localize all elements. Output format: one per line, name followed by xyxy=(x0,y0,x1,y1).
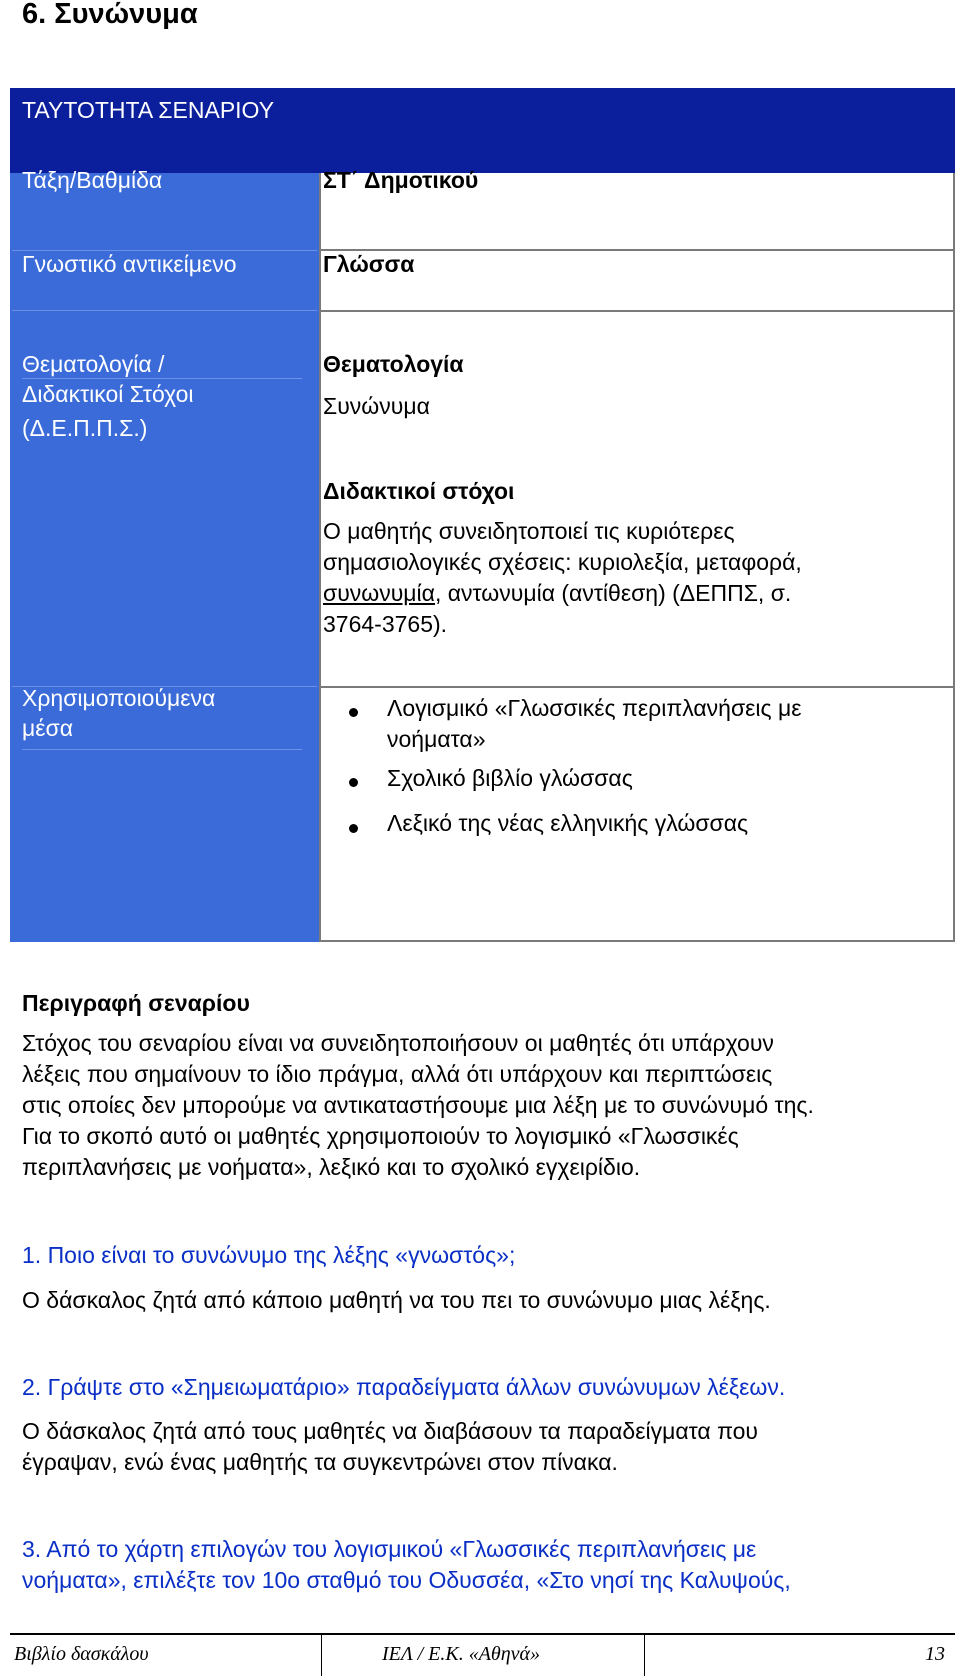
label-underline xyxy=(22,378,302,379)
activity-title: 2. Γράψτε στο «Σημειωματάριο» παραδείγματα άλλων συνώνυμων λέξεων. xyxy=(22,1374,786,1400)
activity-text: έγραψαν, ενώ ένας μαθητής τα συγκεντρώνει στον πίνακα. xyxy=(22,1449,618,1475)
topics-label-line: (Δ.Ε.Π.Π.Σ.) xyxy=(22,415,148,441)
section-heading: 6. Συνώνυμα xyxy=(22,0,198,30)
footer-divider xyxy=(644,1635,645,1676)
subject-value-cell xyxy=(319,251,955,312)
page-footer xyxy=(10,1633,955,1676)
objectives-line-rest: αντωνυμία (αντίθεση) (ΔΕΠΠΣ, σ. xyxy=(447,580,792,606)
description-line: Για το σκοπό αυτό οι μαθητές χρησιμοποιούν το λογισμικό «Γλωσσικές xyxy=(22,1123,739,1149)
description-line: περιπλανήσεις με νοήματα», λεξικό και το σχολικό εγχειρίδιο. xyxy=(22,1154,641,1180)
topics-objectives-cell xyxy=(319,312,955,688)
subject-label: Γνωστικό αντικείμενο xyxy=(22,251,237,277)
media-item-line: Σχολικό βιβλίο γλώσσας xyxy=(387,765,633,791)
activity-title: 1. Ποιο είναι το συνώνυμο της λέξης «γνωστός»; xyxy=(22,1242,516,1268)
objectives-line: 3764-3765). xyxy=(323,611,448,637)
objectives-line: Ο μαθητής συνειδητοποιεί τις κυριότερες xyxy=(323,518,735,544)
activity-text: Ο δάσκαλος ζητά από κάποιο μαθητή να του πει το συνώνυμο μιας λέξης. xyxy=(22,1287,771,1313)
objectives-line xyxy=(323,578,791,609)
label-column xyxy=(10,173,319,942)
class-label: Τάξη/Βαθμίδα xyxy=(22,167,163,193)
media-item-line: Λεξικό της νέας ελληνικής γλώσσας xyxy=(387,810,749,836)
subject-value: Γλώσσα xyxy=(323,251,415,277)
description-line: στις οποίες δεν μπορούμε να αντικαταστήσουμε μια λέξη με το συνώνυμό της. xyxy=(22,1092,814,1118)
activity-title: 3. Από το χάρτη επιλογών του λογισμικού «Γλωσσικές περιπλανήσεις με xyxy=(22,1536,757,1562)
topics-value: Συνώνυμα xyxy=(323,393,430,419)
page-number: 13 xyxy=(925,1643,945,1665)
bullet-icon xyxy=(349,824,358,833)
bullet-icon xyxy=(349,708,358,717)
underlined-term: συνωνυμία xyxy=(323,580,435,606)
table-header xyxy=(10,88,955,173)
description-line: λέξεις που σημαίνουν το ίδιο πράγμα, αλλά ότι υπάρχουν και περιπτώσεις xyxy=(22,1061,773,1087)
scenario-identity-table xyxy=(10,88,955,942)
description-heading: Περιγραφή σεναρίου xyxy=(22,990,250,1016)
class-value: ΣΤ΄ Δημοτικού xyxy=(323,167,479,193)
media-cell xyxy=(319,688,955,942)
topics-heading: Θεματολογία xyxy=(323,351,464,377)
description-line: Στόχος του σεναρίου είναι να συνειδητοποιήσουν οι μαθητές ότι υπάρχουν xyxy=(22,1030,774,1056)
media-label-line: Χρησιμοποιούμενα xyxy=(22,685,216,711)
objectives-separator: , xyxy=(434,580,448,606)
footer-divider xyxy=(321,1635,322,1676)
label-separator xyxy=(12,310,317,311)
footer-book-title: Βιβλίο δασκάλου xyxy=(14,1643,149,1665)
topics-label-line: Διδακτικοί Στόχοι xyxy=(22,381,194,407)
class-value-cell xyxy=(319,167,955,251)
bullet-icon xyxy=(349,778,358,787)
activity-title: νοήματα», επιλέξτε τον 10ο σταθμό του Οδυσσέα, «Στο νησί της Καλυψούς, xyxy=(22,1567,791,1593)
label-underline xyxy=(22,749,302,750)
topics-label-line: Θεματολογία / xyxy=(22,351,165,377)
media-item-line: νοήματα» xyxy=(387,726,486,752)
table-header-title: ΤΑΥΤΟΤΗΤΑ ΣΕΝΑΡΙΟΥ xyxy=(22,97,275,123)
footer-publisher: ΙΕΛ / Ε.Κ. «Αθηνά» xyxy=(382,1643,541,1665)
objectives-line: σημασιολογικές σχέσεις: κυριολεξία, μεταφορά, xyxy=(323,549,802,575)
objectives-heading: Διδακτικοί στόχοι xyxy=(323,478,515,504)
media-item-line: Λογισμικό «Γλωσσικές περιπλανήσεις με xyxy=(387,695,802,721)
media-label-line: μέσα xyxy=(22,715,73,741)
activity-text: Ο δάσκαλος ζητά από τους μαθητές να διαβάσουν τα παραδείγματα που xyxy=(22,1418,758,1444)
